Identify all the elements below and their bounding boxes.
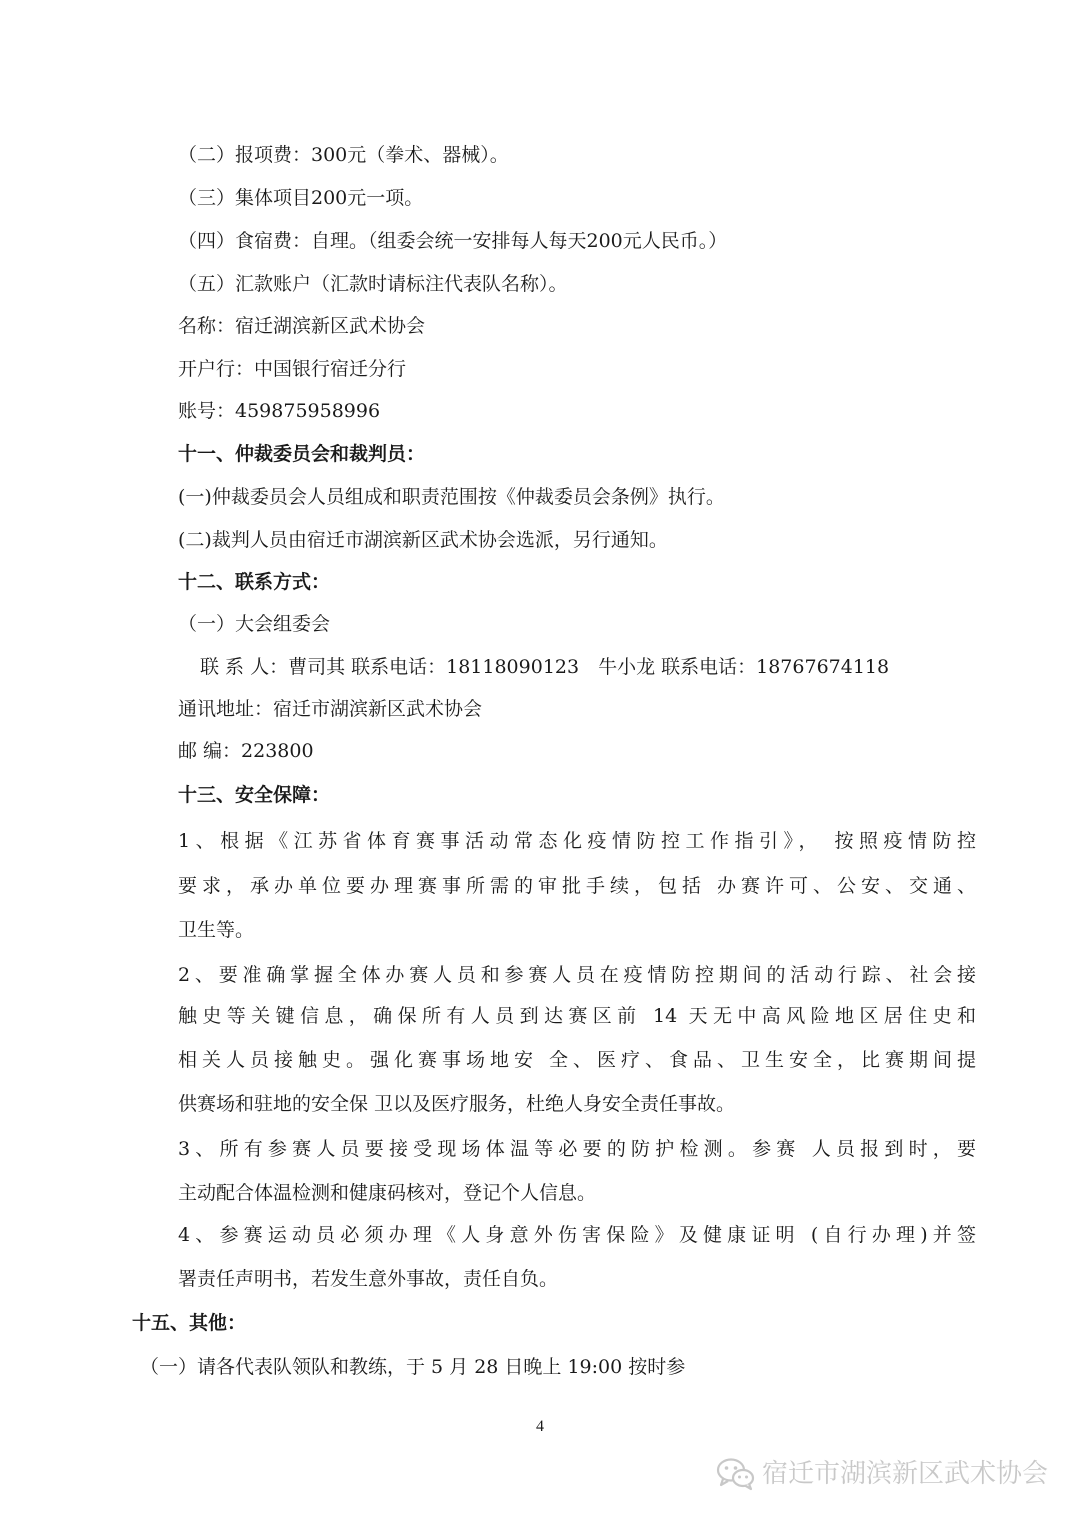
- arbitration-item-2: (二)裁判人员由宿迁市湖滨新区武术协会选派，另行通知。: [178, 529, 668, 551]
- safety-item-2-line-1: 2、要准确掌握全体办赛人员和参赛人员在疫情防控期间的活动行踪、社会接: [178, 964, 976, 986]
- contact-org-line: （一）大会组委会: [178, 613, 331, 635]
- safety-item-1-line-2: 要求，承办单位要办理赛事所需的审批手续，包括 办赛许可、公安、交通、: [178, 875, 976, 897]
- contact-persons-line: 联 系 人：曹司其 联系电话：18118090123 牛小龙 联系电话：18767674118: [200, 656, 890, 678]
- section-heading-contact: 十二、联系方式：: [178, 571, 331, 593]
- fee-entry-line: （二）报项费：300元（拳术、器械）。: [178, 144, 509, 166]
- watermark-text: 宿迁市湖滨新区武术协会: [761, 1459, 1048, 1489]
- watermark: [716, 1456, 1048, 1492]
- safety-item-2-line-2: 触史等关键信息，确保所有人员到达赛区前 14 天无中高风险地区居住史和: [178, 1005, 976, 1027]
- section-heading-safety: 十三、安全保障：: [178, 784, 331, 806]
- safety-item-3-line-1: 3、所有参赛人员要接受现场体温等必要的防护检测。参赛 人员报到时，要: [178, 1138, 976, 1160]
- safety-item-4-line-1: 4、参赛运动员必须办理《人身意外伤害保险》及健康证明 (自行办理)并签: [178, 1224, 976, 1246]
- arbitration-item-1: (一)仲裁委员会人员组成和职责范围按《仲裁委员会条例》执行。: [178, 486, 725, 508]
- remittance-account-line: （五）汇款账户（汇款时请标注代表队名称）。: [178, 273, 568, 295]
- section-heading-other: 十五、其他：: [132, 1312, 247, 1334]
- safety-item-1-line-1: 1、根据《江苏省体育赛事活动常态化疫情防控工作指引》， 按照疫情防控: [178, 830, 976, 852]
- bank-name-line: 开户行：中国银行宿迁分行: [178, 358, 407, 380]
- safety-item-1-line-3: 卫生等。: [178, 919, 255, 941]
- section-heading-arbitration: 十一、仲裁委员会和裁判员：: [178, 443, 426, 465]
- safety-item-4-line-2: 署责任声明书，若发生意外事故，责任自负。: [178, 1268, 559, 1290]
- contact-postcode-line: 邮 编：223800: [178, 740, 314, 762]
- safety-item-3-line-2: 主动配合体温检测和健康码核对，登记个人信息。: [178, 1182, 597, 1204]
- account-number-line: 账号：459875958996: [178, 400, 381, 422]
- page-number: 4: [536, 1418, 544, 1435]
- wechat-icon: [716, 1457, 756, 1491]
- other-item-1: （一）请各代表队领队和教练，于 5 月 28 日晚上 19:00 按时参: [140, 1356, 686, 1378]
- safety-item-2-line-3: 相关人员接触史。强化赛事场地安 全、医疗、食品、卫生安全，比赛期间提: [178, 1049, 976, 1071]
- fee-lodging-line: （四）食宿费：自理。（组委会统一安排每人每天200元人民币。）: [178, 230, 728, 252]
- safety-item-2-line-4: 供赛场和驻地的安全保 卫以及医疗服务，杜绝人身安全责任事故。: [178, 1093, 736, 1115]
- account-name-line: 名称：宿迁湖滨新区武术协会: [178, 315, 426, 337]
- fee-group-line: （三）集体项目200元一项。: [178, 187, 424, 209]
- contact-address-line: 通讯地址：宿迁市湖滨新区武术协会: [178, 698, 483, 720]
